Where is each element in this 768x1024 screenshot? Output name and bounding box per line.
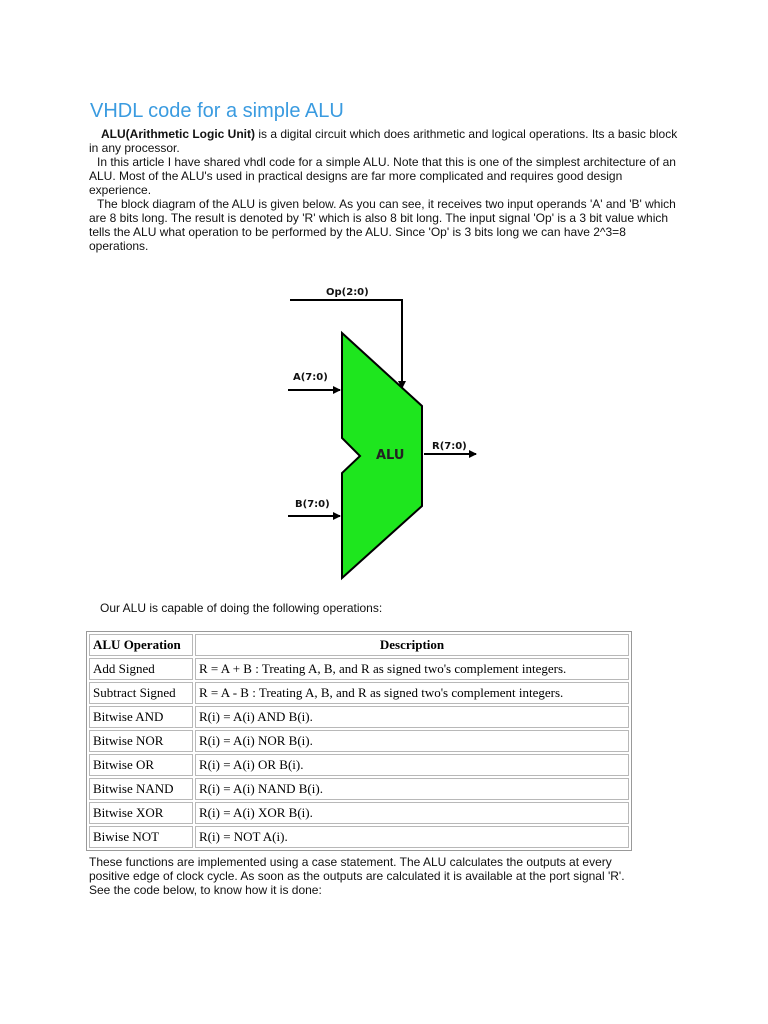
operation-cell: Bitwise AND (89, 706, 193, 728)
operation-cell: Bitwise XOR (89, 802, 193, 824)
article-paragraph-2 (89, 155, 679, 197)
table-row (89, 730, 629, 752)
b-input-label: B(7:0) (295, 499, 330, 510)
description-cell: R(i) = A(i) NOR B(i). (195, 730, 629, 752)
operations-table (86, 631, 632, 851)
table-row (89, 706, 629, 728)
table-row (89, 682, 629, 704)
table-row (89, 658, 629, 680)
description-cell: R = A - B : Treating A, B, and R as signed two's complement integers. (195, 682, 629, 704)
operation-cell: Subtract Signed (89, 682, 193, 704)
capability-text: Our ALU is capable of doing the following operations: (100, 601, 383, 615)
description-cell: R(i) = A(i) AND B(i). (195, 706, 629, 728)
table-header-row (89, 634, 629, 656)
table-row (89, 826, 629, 848)
header-operation: ALU Operation (89, 634, 193, 656)
paragraph-2-text: In this article I have shared vhdl code for a simple ALU. Note that this is one of the simplest architecture of an ALU. Most of the ALU's used in practical designs are far more complicated and requires good design experience. (89, 155, 676, 197)
operation-cell: Biwise NOT (89, 826, 193, 848)
operation-cell: Bitwise NOR (89, 730, 193, 752)
description-cell: R(i) = A(i) OR B(i). (195, 754, 629, 776)
intro-text: is a digital circuit which does arithmetic and logical operations. Its a basic block in any processor. (89, 127, 678, 155)
alu-label: ALU (376, 448, 405, 463)
alu-block-diagram (280, 278, 500, 583)
table-row (89, 802, 629, 824)
r-output-label: R(7:0) (432, 441, 467, 452)
description-cell: R(i) = NOT A(i). (195, 826, 629, 848)
operation-cell: Bitwise NAND (89, 778, 193, 800)
page-title: VHDL code for a simple ALU (90, 100, 344, 122)
description-cell: R(i) = A(i) NAND B(i). (195, 778, 629, 800)
operation-cell: Bitwise OR (89, 754, 193, 776)
intro-paragraph (89, 127, 679, 155)
table-row (89, 778, 629, 800)
article-paragraph-3 (89, 197, 679, 253)
table-row (89, 754, 629, 776)
description-cell: R(i) = A(i) XOR B(i). (195, 802, 629, 824)
description-cell: R = A + B : Treating A, B, and R as signed two's complement integers. (195, 658, 629, 680)
a-input-label: A(7:0) (293, 372, 328, 383)
op-label: Op(2:0) (326, 287, 369, 298)
paragraph-3-text: The block diagram of the ALU is given below. As you can see, it receives two input operands 'A' and 'B' which are 8 bits long. The result is denoted by 'R' which is also 8 bit long. The input signal 'Op' is a 3 bit value which tells the ALU what operation to be performed by the ALU. Since 'Op' is 3 bits long we can have 2^3=8 operations. (89, 197, 676, 253)
closing-paragraph: These functions are implemented using a case statement. The ALU calculates the outputs at every positive edge of clock cycle. As soon as the outputs are calculated it is available at the port signal 'R'. See the code below, to know how it is done: (89, 855, 625, 897)
header-description: Description (195, 634, 629, 656)
operation-cell: Add Signed (89, 658, 193, 680)
intro-bold-term: ALU(Arithmetic Logic Unit) (101, 127, 255, 141)
